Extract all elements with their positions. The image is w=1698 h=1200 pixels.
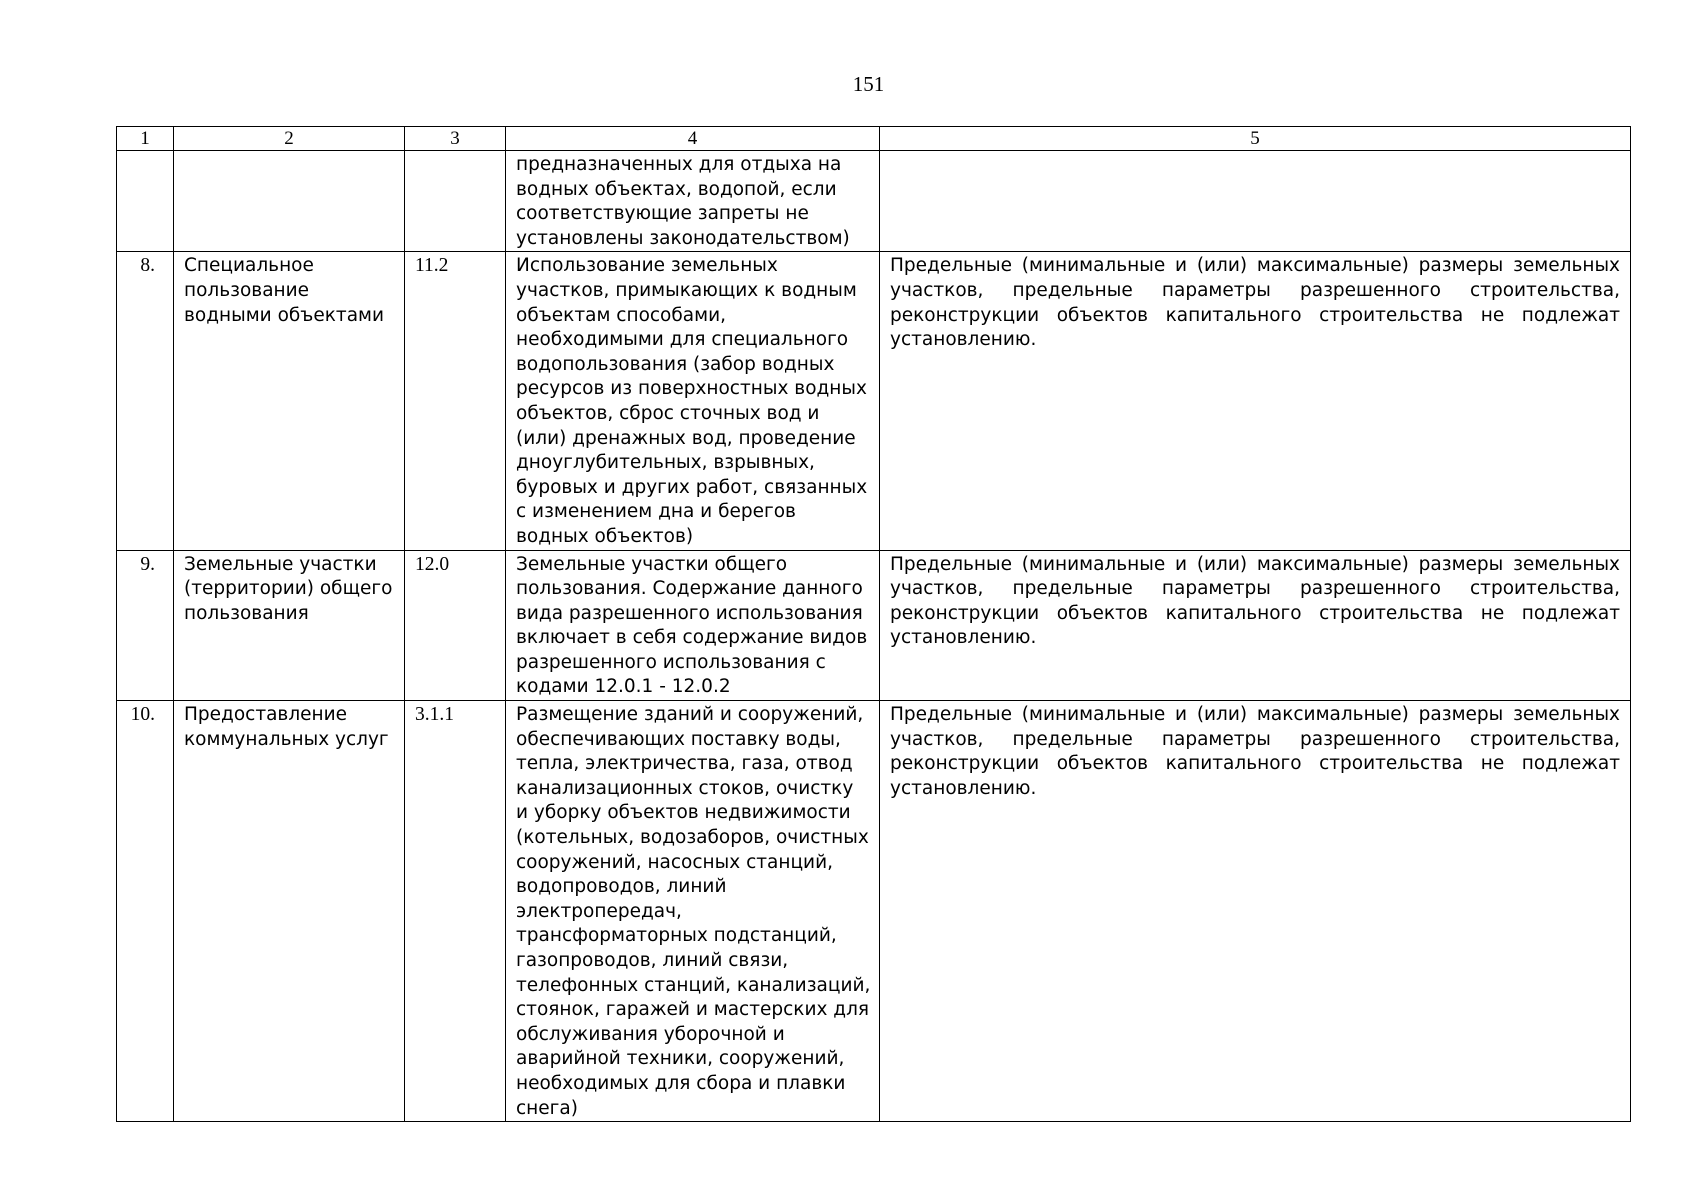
use-parameters: Предельные (минимальные и (или) максимальные) размеры земельных участков, предельные параметры разрешенного строительства, реконструкции объектов капитального строительства не подлежат установлению. [880,550,1631,701]
table-header-row [117,127,1631,151]
use-parameters: Предельные (минимальные и (или) максимальные) размеры земельных участков, предельные параметры разрешенного строительства, реконструкции объектов капитального строительства не подлежат установлению. [880,252,1631,550]
table-row [117,151,1631,252]
use-code [405,151,506,252]
use-description: Использование земельных участков, примыкающих к водным объектам способами, необходимыми для специального водопользования (забор водных ресурсов из поверхностных водных объектов, сброс сточных вод и (или) дренажных вод, проведение дноуглубительных, взрывных, буровых и других работ, связанных с изменением дна и берегов водных объектов) [506,252,880,550]
table-row [117,701,1631,1122]
use-code: 12.0 [405,550,506,701]
land-use-table [116,126,1631,1122]
page-number: 151 [852,72,885,96]
header-cell: 3 [405,127,506,151]
table-row [117,252,1631,550]
use-name: Специальное пользование водными объектами [174,252,405,550]
row-number [117,151,174,252]
header-cell: 5 [880,127,1631,151]
row-number: 9. [117,550,174,701]
use-name: Земельные участки (территории) общего пользования [174,550,405,701]
use-code: 11.2 [405,252,506,550]
use-code: 3.1.1 [405,701,506,1122]
table-row [117,550,1631,701]
header-cell: 1 [117,127,174,151]
use-description: Размещение зданий и сооружений, обеспечивающих поставку воды, тепла, электричества, газа, отвод канализационных стоков, очистку и уборку объектов недвижимости (котельных, водозаборов, очистных сооружений, насосных станций, водопроводов, линий электропередач, трансформаторных подстанций, газопроводов, линий связи, телефонных станций, канализаций, стоянок, гаражей и мастерских для обслуживания уборочной и аварийной техники, сооружений, необходимых для сбора и плавки снега) [506,701,880,1122]
use-parameters [880,151,1631,252]
use-name [174,151,405,252]
row-number: 10. [117,701,174,1122]
use-parameters: Предельные (минимальные и (или) максимальные) размеры земельных участков, предельные параметры разрешенного строительства, реконструкции объектов капитального строительства не подлежат установлению. [880,701,1631,1122]
row-number: 8. [117,252,174,550]
use-description: предназначенных для отдыха на водных объектах, водопой, если соответствующие запреты не установлены законодательством) [506,151,880,252]
header-cell: 2 [174,127,405,151]
use-name: Предоставление коммунальных услуг [174,701,405,1122]
header-cell: 4 [506,127,880,151]
use-description: Земельные участки общего пользования. Содержание данного вида разрешенного использования включает в себя содержание видов разрешенного использования с кодами 12.0.1 - 12.0.2 [506,550,880,701]
